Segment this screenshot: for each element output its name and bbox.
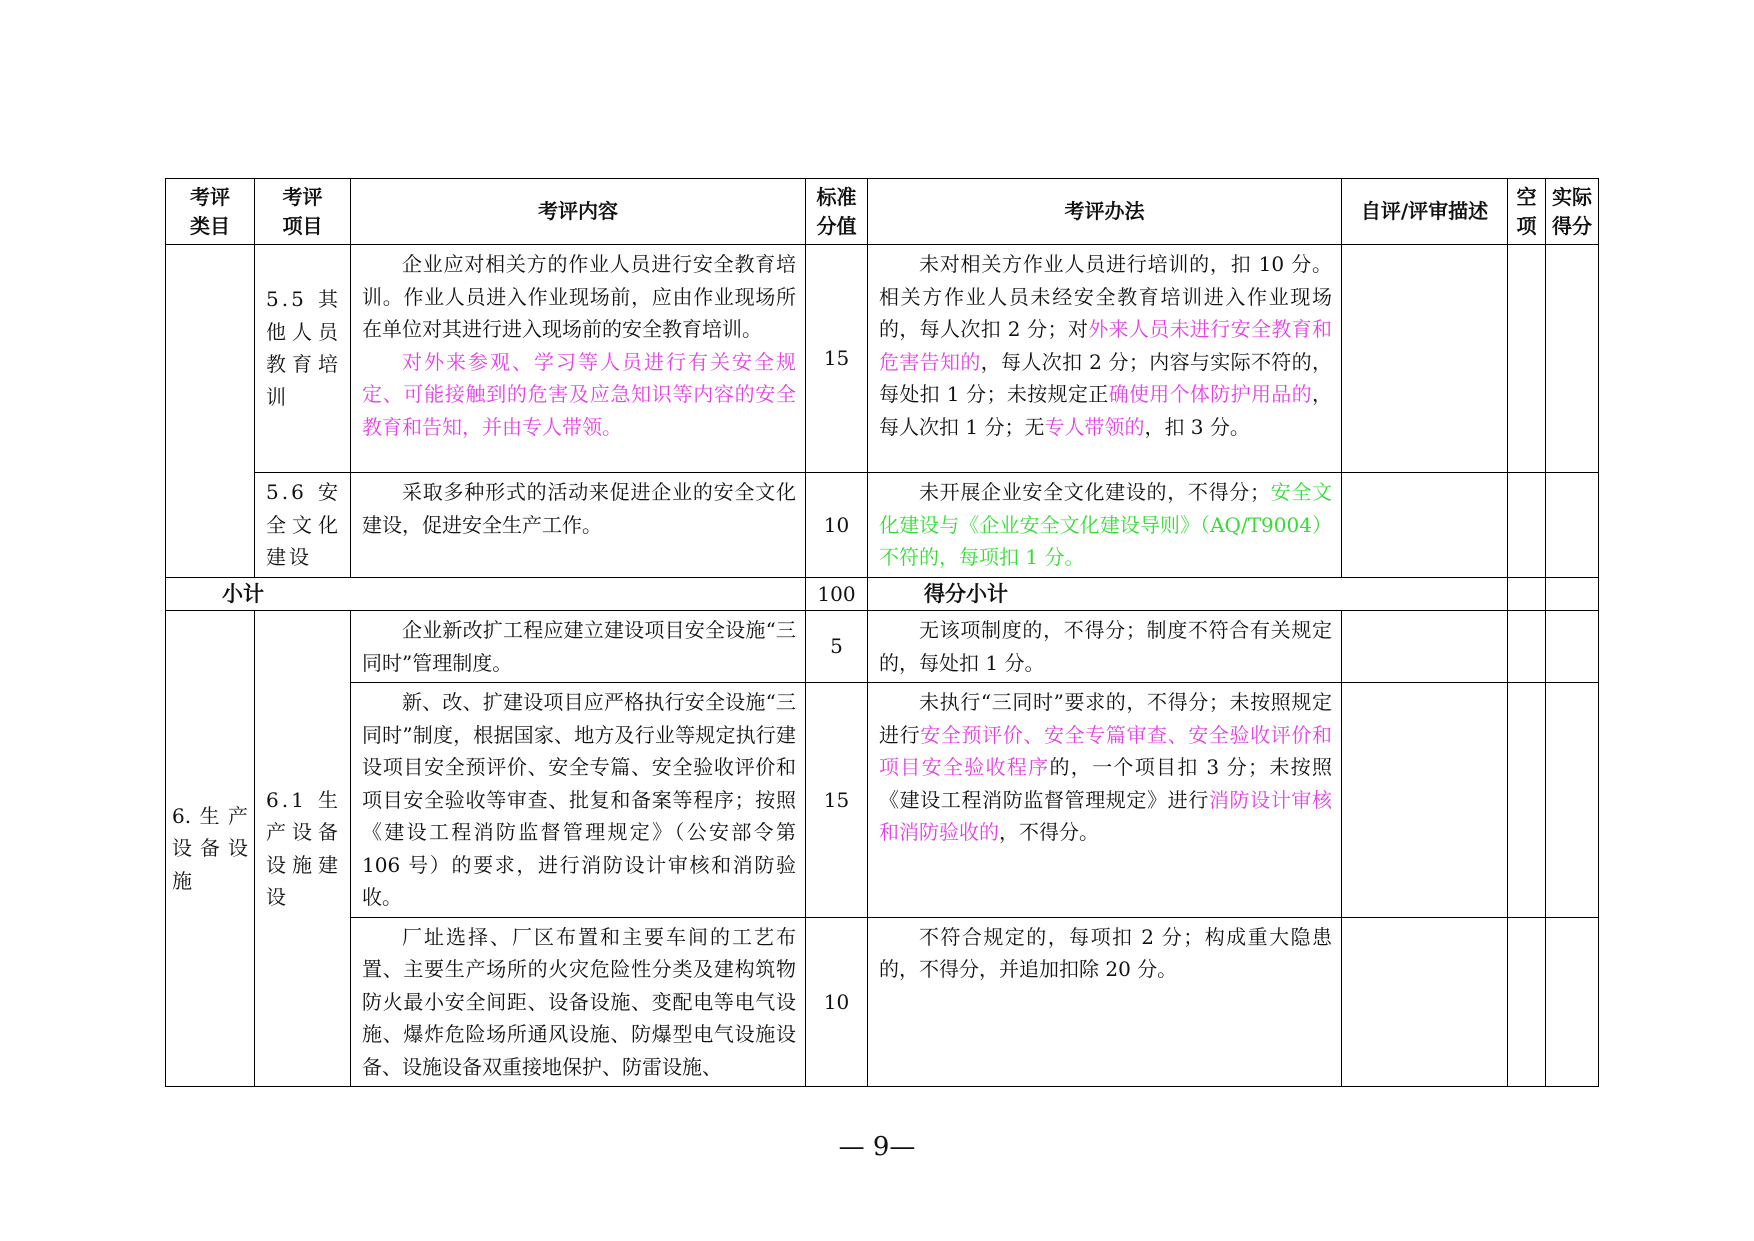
cell-content: 新、改、扩建设项目应严格执行安全设施“三同时”制度，根据国家、地方及行业等规定执行建设项目安全预评价、安全专篇、安全验收评价和项目安全验收等审查、批复和备案等程序；按照《建设工程消防监督管理规定》（公安部令第 106 号）的要求，进行消防设计审核和消防验收。 [351,683,806,918]
cell-score: 10 [806,917,868,1087]
cell-empty [1508,917,1546,1087]
cell-method: 未对相关方作业人员进行培训的，扣 10 分。相关方作业人员未经安全教育培训进入作业现场的，每人次扣 2 分；对外来人员未进行安全教育和危害告知的，每人次扣 2 分；内容与实际不符的，每处扣 1 分；未按规定正确使用个体防护用品的，每人次扣 1 分；无专人带领的，扣 3 分。 [868,245,1342,473]
subtotal-label: 小计 [166,577,806,611]
cell-score: 15 [806,683,868,918]
table-row [166,611,1599,683]
header-item: 考评 项目 [255,179,351,245]
cell-category: 6.生产设备设施 [166,611,255,1087]
header-empty: 空 项 [1508,179,1546,245]
cell-content: 企业新改扩工程应建立建设项目安全设施“三同时”管理制度。 [351,611,806,683]
cell-content: 企业应对相关方的作业人员进行安全教育培训。作业人员进入作业现场前，应由作业现场所在单位对其进行进入现场前的安全教育培训。 对外来参观、学习等人员进行有关安全规定、可能接触到的危害及应急知识等内容的安全教育和告知，并由专人带领。 [351,245,806,473]
cell-actual [1546,917,1599,1087]
cell-actual [1546,611,1599,683]
cell-actual [1546,245,1599,473]
cell-self-eval [1342,917,1508,1087]
header-row [166,179,1599,245]
cell-empty [1508,611,1546,683]
cell-item: 5.5 其他人员教育培训 [255,245,351,473]
subtotal-score: 100 [806,577,868,611]
header-method: 考评办法 [868,179,1342,245]
cell-actual [1546,577,1599,611]
cell-item: 6.1 生产设备设施建设 [255,611,351,1087]
cell-method: 无该项制度的，不得分；制度不符合有关规定的，每处扣 1 分。 [868,611,1342,683]
cell-empty [1508,683,1546,918]
cell-score: 10 [806,473,868,578]
cell-self-eval [1342,683,1508,918]
subtotal-label2: 得分小计 [868,577,1508,611]
header-score: 标准 分值 [806,179,868,245]
table-row [166,683,1599,918]
cell-score: 5 [806,611,868,683]
cell-content: 厂址选择、厂区布置和主要车间的工艺布置、主要生产场所的火灾危险性分类及建构筑物防火最小安全间距、设备设施、变配电等电气设施、爆炸危险场所通风设施、防爆型电气设施设备、设施设备双重接地保护、防雷设施、 [351,917,806,1087]
table-row [166,473,1599,578]
cell-empty [1508,577,1546,611]
cell-empty [1508,473,1546,578]
cell-self-eval [1342,473,1508,578]
table-row [166,917,1599,1087]
cell-method: 未执行“三同时”要求的，不得分；未按照规定进行安全预评价、安全专篇审查、安全验收评价和项目安全验收程序的，一个项目扣 3 分；未按照《建设工程消防监督管理规定》进行消防设计审核和消防验收的，不得分。 [868,683,1342,918]
cell-method: 未开展企业安全文化建设的，不得分；安全文化建设与《企业安全文化建设导则》（AQ/T9004）不符的，每项扣 1 分。 [868,473,1342,578]
cell-score: 15 [806,245,868,473]
table-row [166,245,1599,473]
cell-content: 采取多种形式的活动来促进企业的安全文化建设，促进安全生产工作。 [351,473,806,578]
evaluation-table [165,178,1599,1087]
subtotal-row [166,577,1599,611]
page-number: — 9— [838,1132,916,1162]
cell-empty [1508,245,1546,473]
cell-actual [1546,473,1599,578]
header-actual: 实际 得分 [1546,179,1599,245]
header-category: 考评 类目 [166,179,255,245]
cell-self-eval [1342,611,1508,683]
cell-self-eval [1342,245,1508,473]
cell-item: 5.6 安全文化建设 [255,473,351,578]
header-content: 考评内容 [351,179,806,245]
cell-category-empty [166,245,255,578]
cell-method: 不符合规定的，每项扣 2 分；构成重大隐患的，不得分，并追加扣除 20 分。 [868,917,1342,1087]
header-self-eval: 自评/评审描述 [1342,179,1508,245]
cell-actual [1546,683,1599,918]
